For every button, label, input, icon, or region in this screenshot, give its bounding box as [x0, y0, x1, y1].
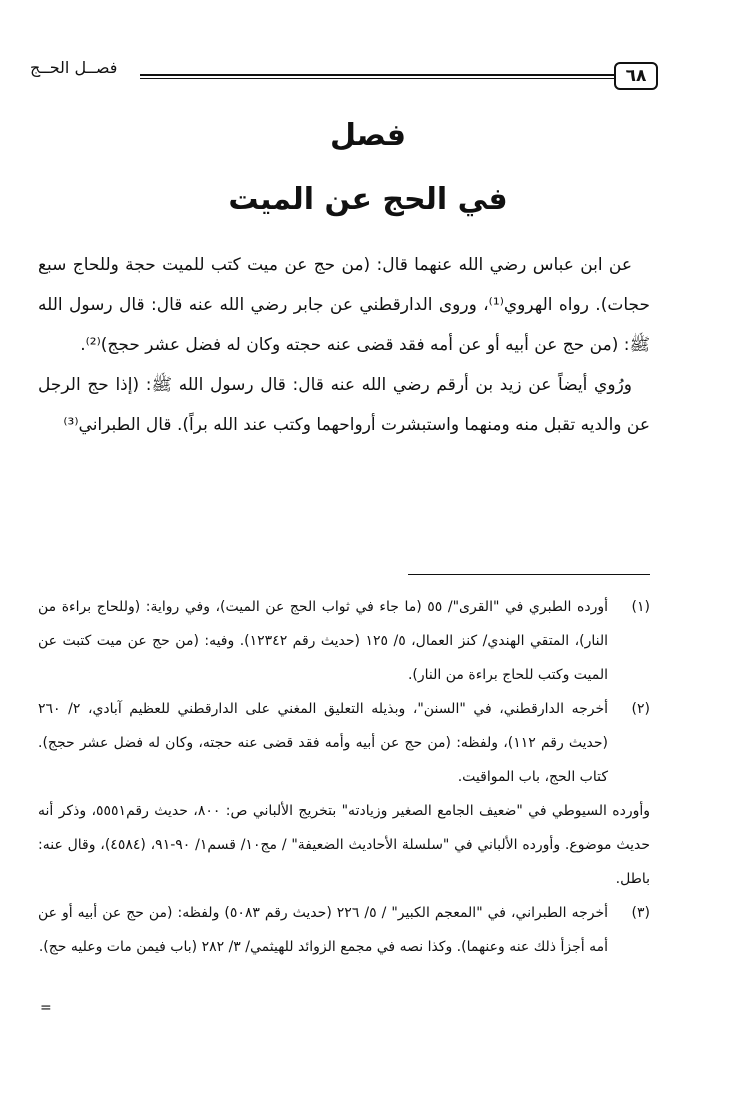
footnote-paragraph: أخرجه الدارقطني، في "السنن"، وبذيله التعليق المغني على الدارقطني للعظيم آبادي، ٢/ ٢٦٠ (حديث رقم ١١٢)، ولفظه: (من حج عن أبيه وأمه فقد قضى عنه حجته، وكان له فضل عشر حجج). كتاب الحج، باب المواقيت. [38, 701, 609, 785]
paragraph: عن ابن عباس رضي الله عنهما قال: (من حج عن ميت كتب للميت حجة وللحاج سبع حجات). رواه الهروي⁽¹⁾، وروى الدارقطني عن جابر رضي الله عنه قال: قال رسول الله ﷺ: (من حج عن أبيه أو عن أمه فقد قضى عنه حجته وكان له فضل عشر حجج)⁽²⁾. [38, 255, 650, 355]
footnote-text [38, 692, 608, 794]
footnote-2 [38, 692, 650, 794]
header-rule [140, 74, 614, 76]
continuation-mark: = [40, 1000, 52, 1016]
footnote-paragraph: أورده الطبري في "القرى"/ ٥٥ (ما جاء في ثواب الحج عن الميت)، وفي رواية: (وللحاج براءة من النار)، المتقي الهندي/ كنز العمال، ٥/ ١٢٥ (حديث رقم ١٢٣٤٢). وفيه: (من حج عن ميت كتبت عن الميت وكتب للحاج براءة من النار). [38, 599, 608, 683]
footnote-text [38, 896, 608, 964]
footnote-number: (٣) [631, 905, 650, 921]
footnote-paragraph: وأورده السيوطي في "ضعيف الجامع الصغير وزيادته" بتخريج الألباني ص: ٨٠٠، حديث رقم٥٥٥١، وذكر أنه حديث موضوع. وأورده الألباني في "سلسلة الأحاديث الضعيفة" / مج١٠/ قسم١/ ٩٠-٩١، (٤٥٨٤)، وقال عنه: باطل. [38, 803, 651, 887]
running-title: فصــل الحــج [30, 58, 118, 77]
section-title: فصل [330, 118, 406, 153]
header-rule-thin [140, 78, 614, 79]
footnote-paragraph: أخرجه الطبراني، في "المعجم الكبير" / ٥/ ٢٢٦ (حديث رقم ٥٠٨٣) ولفظه: (من حج عن أبيه أو عن أمه أجزأ ذلك عنه وعنهما). وكذا نصه في مجمع الزوائد للهيثمي/ ٣/ ٢٨٢ (باب فيمن مات وعليه حج). [38, 905, 608, 955]
footnotes [38, 590, 650, 964]
footnote-number: (٢) [631, 701, 650, 717]
footnote-separator [408, 574, 650, 575]
footnote-number: (١) [631, 599, 650, 615]
footnote-text [38, 590, 608, 692]
footnote-2-continued [38, 794, 650, 896]
page-header [30, 56, 658, 94]
footnote-3 [38, 896, 650, 964]
footnote-text [38, 794, 650, 896]
paragraph: ورُوي أيضاً عن زيد بن أرقم رضي الله عنه قال: قال رسول الله ﷺ: (إذا حج الرجل عن والديه تقبل منه ومنهما واستبشرت أرواحهما وكتب عند الله براً). قال الطبراني⁽³⁾ [38, 375, 650, 435]
footnote-1 [38, 590, 650, 692]
page-number: ٦٨ [614, 62, 658, 90]
section-subtitle: في الحج عن الميت [228, 182, 508, 217]
main-text [38, 245, 650, 445]
